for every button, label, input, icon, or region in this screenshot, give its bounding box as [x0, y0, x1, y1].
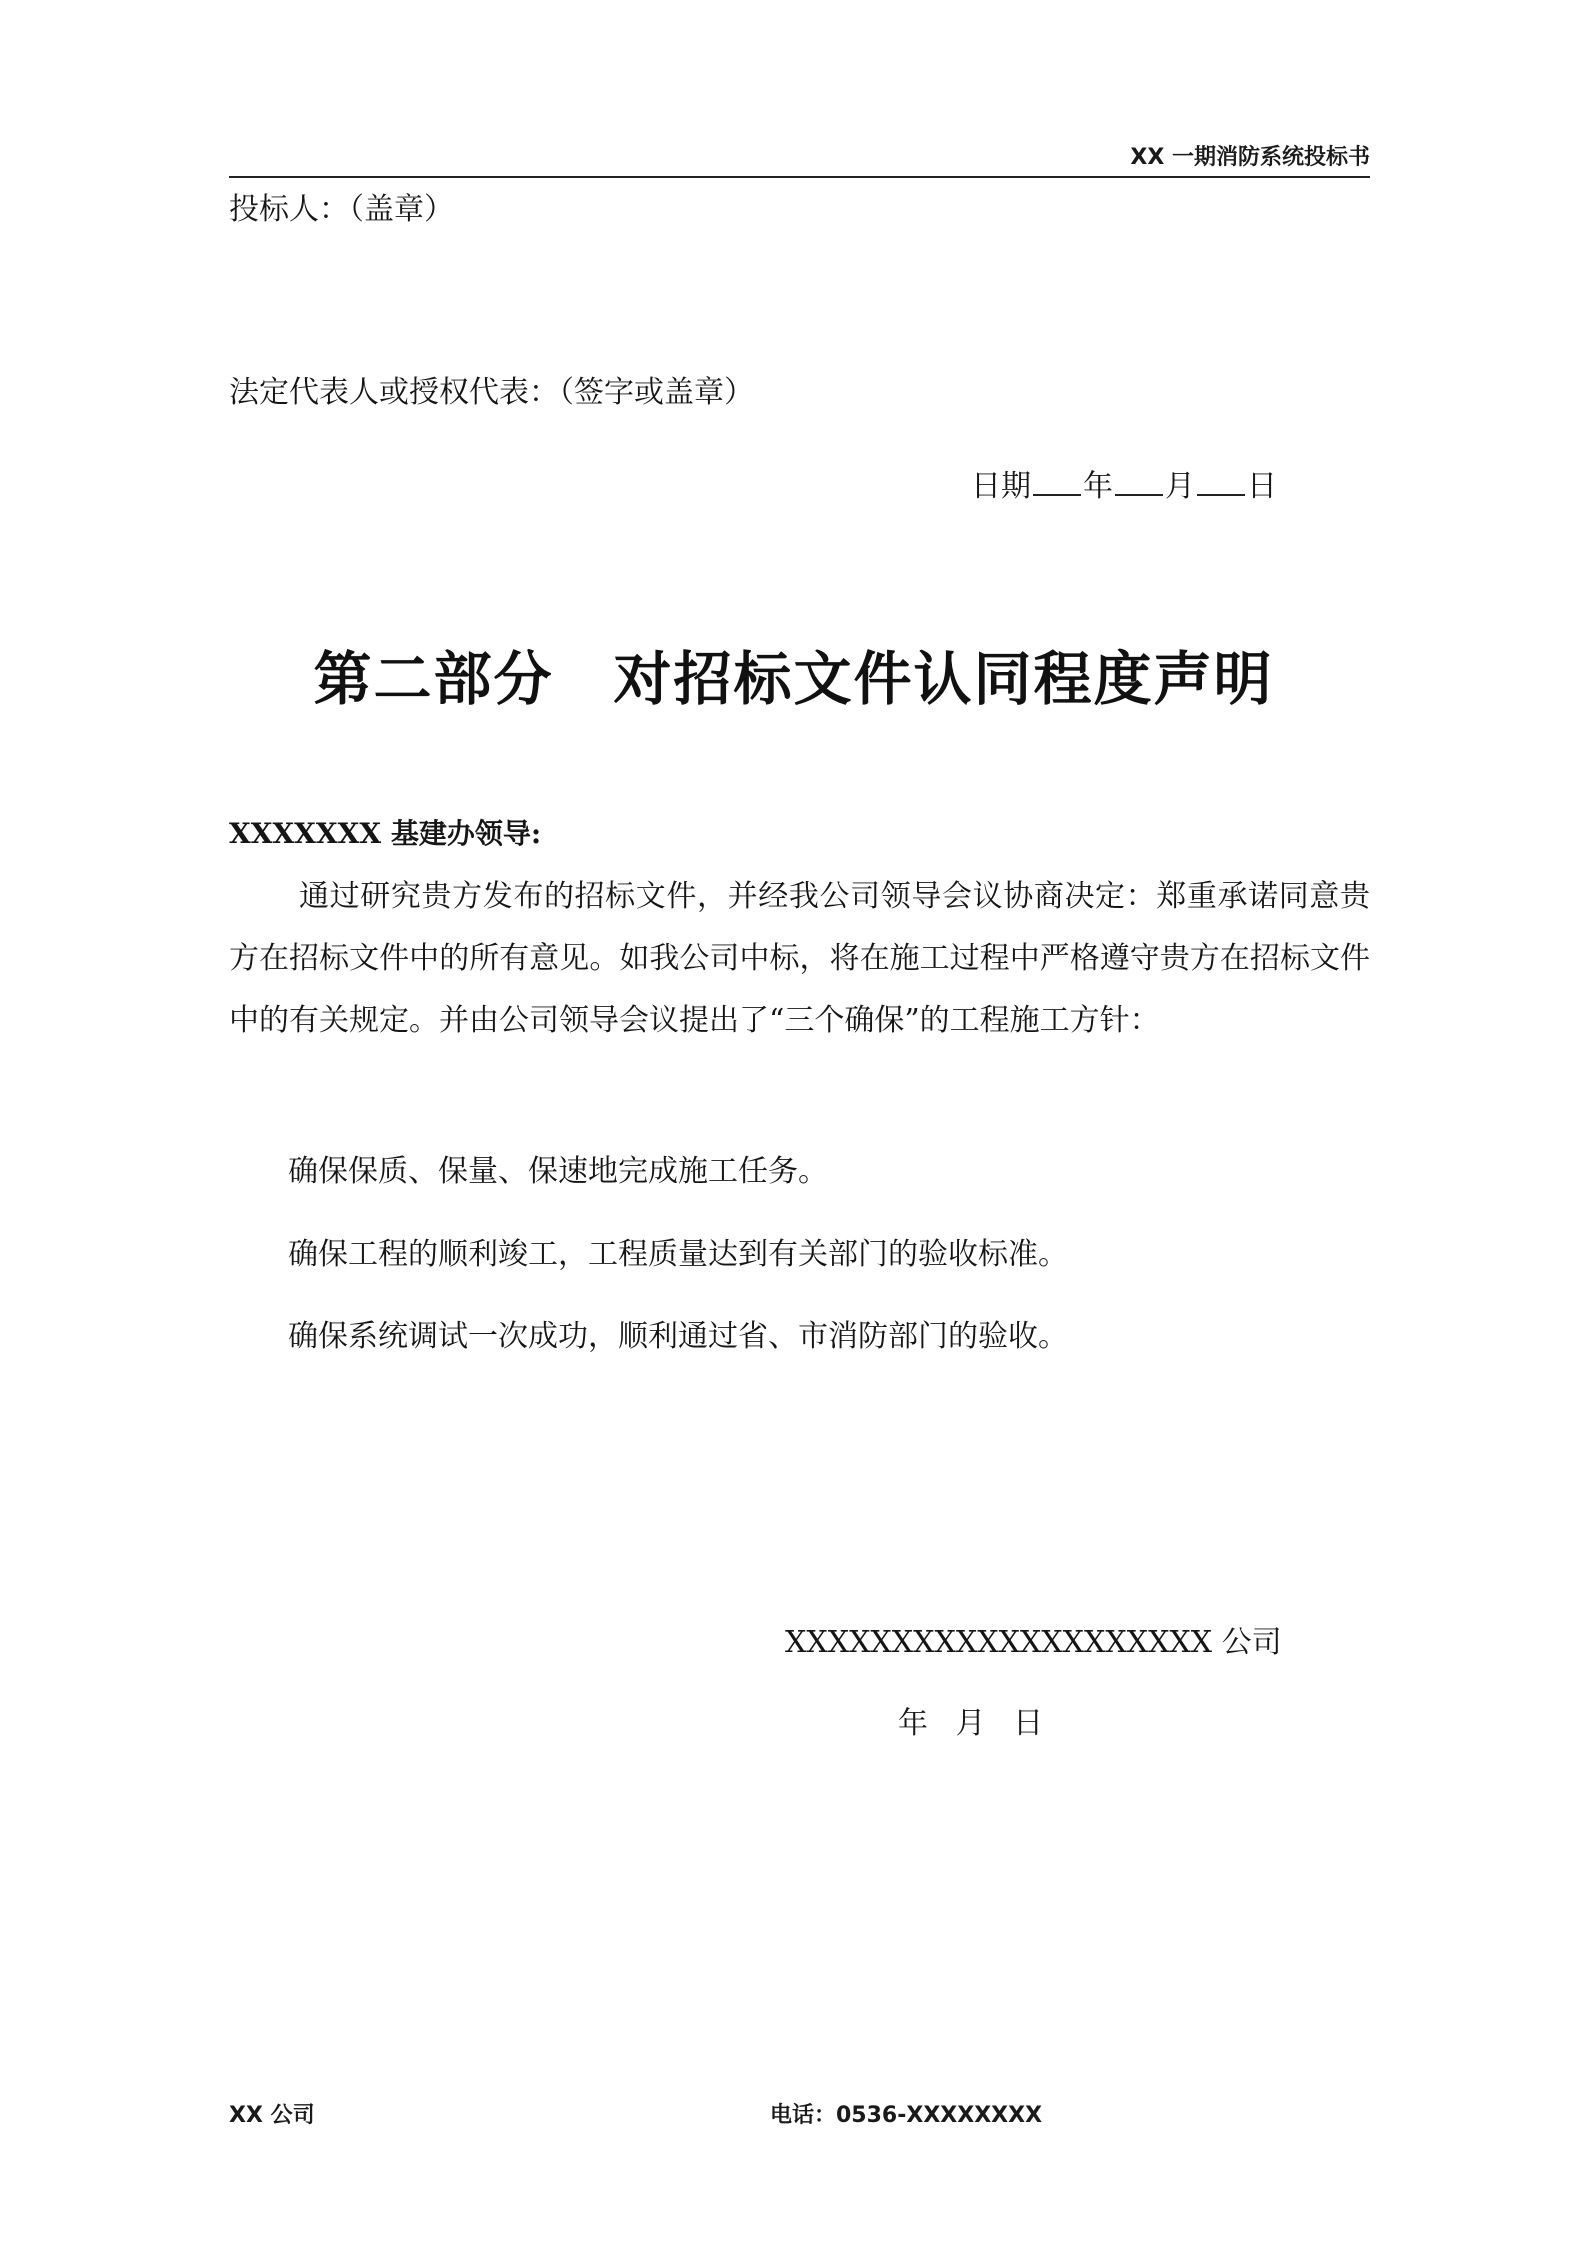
signature-date: 年 月 日	[898, 1706, 1044, 1741]
date-prefix: 日期	[971, 469, 1031, 504]
section-title	[0, 632, 1587, 716]
date-year-blank	[1033, 468, 1081, 496]
legal-representative-line: 法定代表人或授权代表：（签字或盖章）	[229, 375, 754, 410]
date-line	[971, 468, 1277, 502]
company-signature: XXXXXXXXXXXXXXXXXXXX 公司	[785, 1625, 1282, 1660]
date-day-label: 日	[1247, 469, 1277, 504]
date-day-blank	[1197, 468, 1245, 496]
section-title-part: 第二部分	[313, 645, 554, 713]
header-title: XX 一期消防系统投标书	[1130, 145, 1370, 170]
guarantee-item: 确保系统调试一次成功，顺利通过省、市消防部门的验收。	[288, 1319, 1068, 1354]
letter-addressee: XXXXXXX 基建办领导:	[229, 817, 542, 850]
guarantee-item: 确保保质、保量、保速地完成施工任务。	[288, 1154, 828, 1189]
guarantee-item: 确保工程的顺利竣工，工程质量达到有关部门的验收标准。	[288, 1237, 1068, 1272]
header-divider	[229, 176, 1370, 178]
date-month-label: 月	[1165, 469, 1195, 504]
bidder-seal-line: 投标人：（盖章）	[229, 192, 454, 227]
footer-company: XX 公司	[229, 2103, 315, 2128]
date-month-blank	[1115, 468, 1163, 496]
section-title-text: 对招标文件认同程度声明	[613, 645, 1274, 713]
date-year-label: 年	[1083, 469, 1113, 504]
footer-phone: 电话：0536-XXXXXXXX	[770, 2103, 1043, 2128]
letter-body-paragraph: 通过研究贵方发布的招标文件，并经我公司领导会议协商决定：郑重承诺同意贵方在招标文件中的所有意见。如我公司中标，将在施工过程中严格遵守贵方在招标文件中的有关规定。并由公司领导会议提出了“三个确保”的工程施工方针：	[229, 879, 1370, 1038]
